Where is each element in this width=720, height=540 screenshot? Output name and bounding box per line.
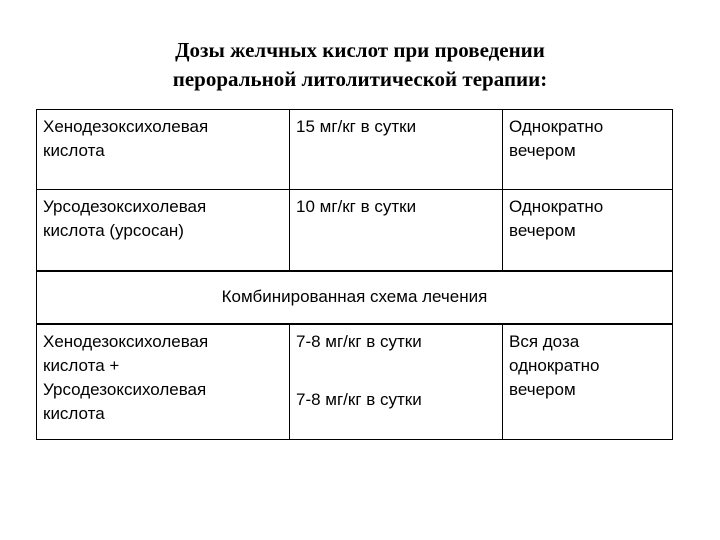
- timing-line: вечером: [509, 221, 576, 240]
- page-title: [120, 36, 600, 94]
- combined-header-cell: Комбинированная схема лечения: [37, 271, 673, 324]
- title-line-2: пероральной литолитической терапии:: [172, 67, 548, 91]
- dosage-table: [36, 109, 673, 440]
- dose-cell: [290, 324, 503, 440]
- drug-name-line: Урсодезоксихолевая: [43, 379, 207, 399]
- dose-text: 10 мг/кг в сутки: [296, 197, 417, 216]
- drug-name-line: кислота: [43, 403, 105, 423]
- combined-header-row: [37, 271, 673, 324]
- drug-name-line: кислота +: [43, 355, 120, 375]
- drug-name-line: Хенодезоксихолевая: [43, 331, 209, 351]
- drug-name-line: кислота: [43, 141, 105, 160]
- title-line-1: Дозы желчных кислот при проведении: [175, 38, 545, 62]
- timing-line: однократно: [509, 355, 600, 375]
- dose-cell: [290, 110, 503, 190]
- timing-cell: [503, 190, 673, 271]
- dose-text: 7-8 мг/кг в сутки: [296, 389, 422, 409]
- timing-line: вечером: [509, 379, 576, 399]
- table-row: [37, 324, 673, 440]
- timing-line: Однократно: [509, 117, 604, 136]
- drug-name-line: кислота (урсосан): [43, 221, 184, 240]
- dose-cell: [290, 190, 503, 271]
- table-row: [37, 190, 673, 271]
- timing-cell: [503, 110, 673, 190]
- timing-line: Вся доза: [509, 331, 580, 351]
- drug-name-line: Хенодезоксихолевая: [43, 117, 209, 136]
- timing-line: вечером: [509, 141, 576, 160]
- drug-cell: [37, 324, 290, 440]
- table-row: [37, 110, 673, 190]
- dose-text: 15 мг/кг в сутки: [296, 117, 417, 136]
- drug-cell: [37, 190, 290, 271]
- dose-text: 7-8 мг/кг в сутки: [296, 331, 422, 351]
- timing-line: Однократно: [509, 197, 604, 216]
- drug-cell: [37, 110, 290, 190]
- timing-cell: [503, 324, 673, 440]
- drug-name-line: Урсодезоксихолевая: [43, 197, 207, 216]
